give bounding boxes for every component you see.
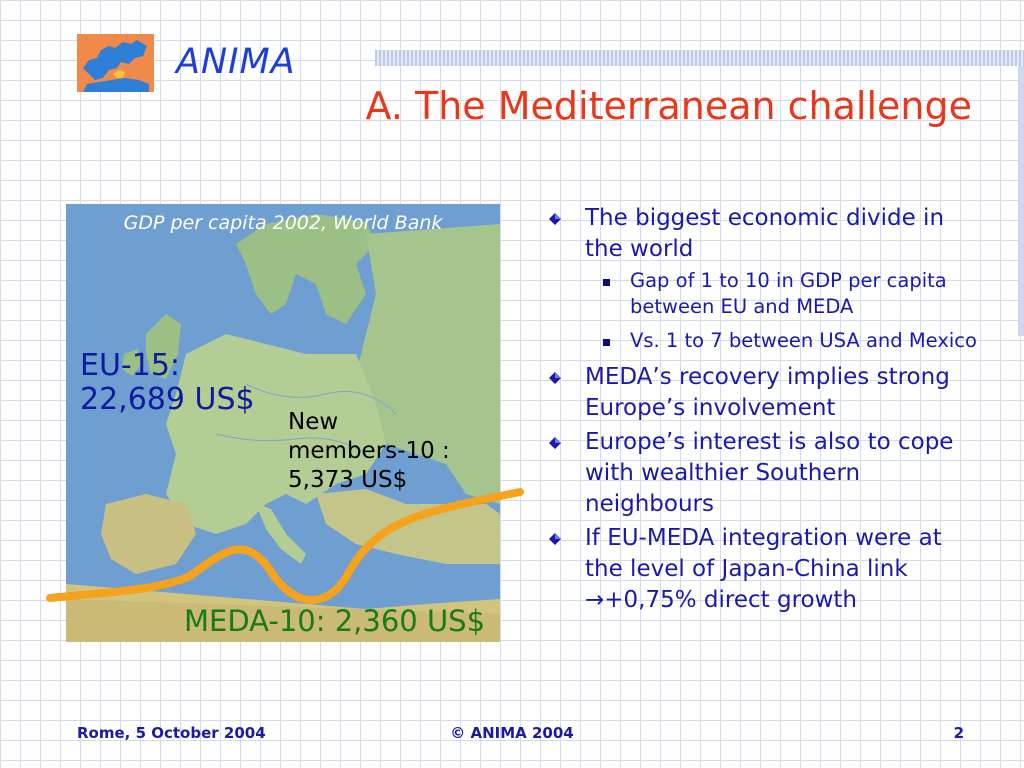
square-bullet-icon bbox=[603, 279, 610, 286]
prosperity-divide-line bbox=[40, 480, 530, 630]
new-members-label-line3: 5,373 US$ bbox=[288, 467, 408, 493]
sub-bullet-text: Gap of 1 to 10 in GDP per capita between EU and MEDA bbox=[630, 269, 947, 318]
diamond-bullet-icon bbox=[549, 533, 561, 545]
bullet-text: Europe’s interest is also to cope with wealthier Southern neighbours bbox=[585, 429, 954, 517]
eu15-label bbox=[80, 349, 255, 417]
diamond-bullet-icon bbox=[549, 437, 561, 449]
europe-map-logo-icon bbox=[77, 34, 154, 92]
header-band bbox=[375, 50, 1024, 66]
diamond-bullet-icon bbox=[549, 372, 561, 384]
eu15-label-line1: EU-15: bbox=[80, 348, 181, 383]
right-edge-strip bbox=[1018, 66, 1024, 336]
sub-bullet-item bbox=[545, 268, 985, 320]
anima-logo-icon bbox=[77, 34, 154, 92]
sub-bullet-text: Vs. 1 to 7 between USA and Mexico bbox=[630, 329, 977, 352]
bullet-item bbox=[545, 427, 985, 520]
new-members-label-line1: New bbox=[288, 409, 339, 435]
bullet-text: The biggest economic divide in the world bbox=[585, 205, 945, 262]
bullet-list bbox=[545, 203, 985, 619]
footer-copyright: © ANIMA 2004 bbox=[450, 724, 574, 742]
slide-number: 2 bbox=[953, 724, 964, 742]
brand-name: ANIMA bbox=[176, 42, 296, 82]
eu15-label-line2: 22,689 US$ bbox=[80, 382, 255, 417]
new-members-label-line2: members-10 : bbox=[288, 438, 450, 464]
map-caption: GDP per capita 2002, World Bank bbox=[123, 212, 443, 234]
meda10-label: MEDA-10: 2,360 US$ bbox=[184, 604, 486, 638]
bullet-item bbox=[545, 203, 985, 265]
footer-date: Rome, 5 October 2004 bbox=[77, 724, 266, 742]
bullet-text: MEDA’s recovery implies strong Europe’s involvement bbox=[585, 364, 950, 421]
diamond-bullet-icon bbox=[549, 213, 561, 225]
square-bullet-icon bbox=[603, 339, 610, 346]
bullet-item bbox=[545, 523, 985, 616]
sub-bullet-item bbox=[545, 328, 985, 354]
bullet-text: If EU-MEDA integration were at the level of Japan-China link →+0,75% direct growth bbox=[585, 525, 942, 613]
bullet-item bbox=[545, 362, 985, 424]
slide-title: A. The Mediterranean challenge bbox=[365, 84, 972, 128]
